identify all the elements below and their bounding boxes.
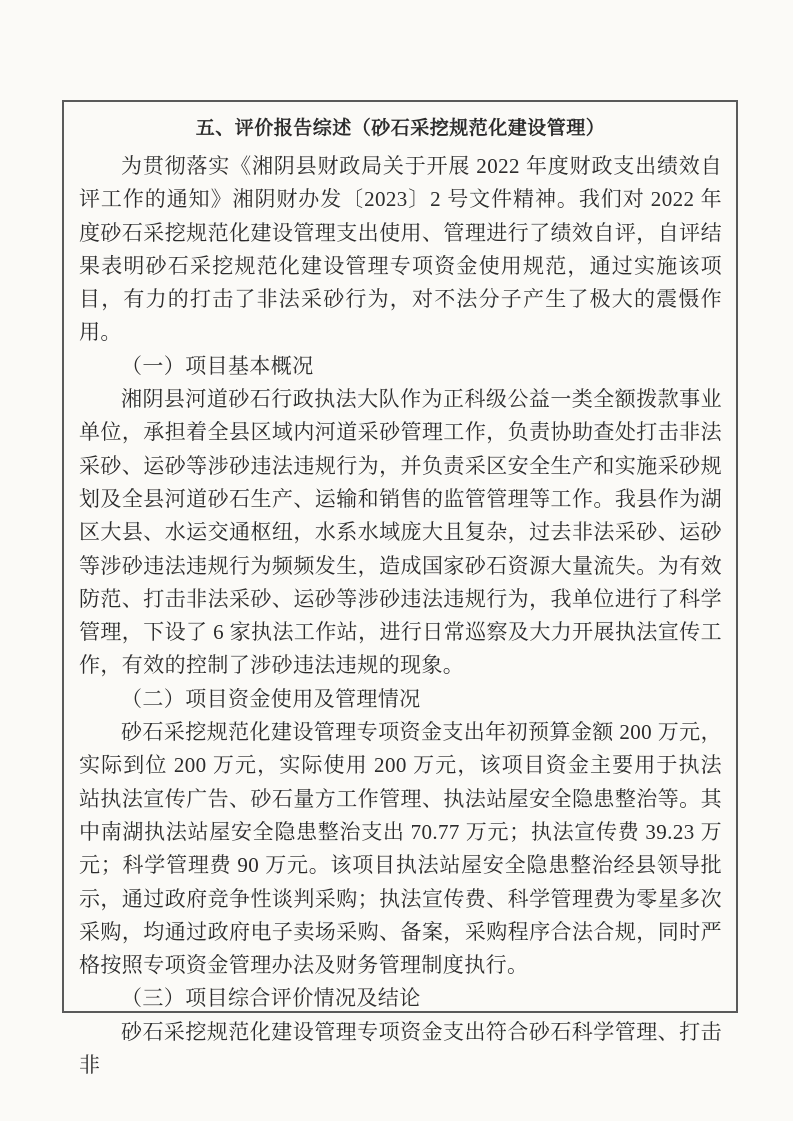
report-section-title: 五、评价报告综述（砂石采挖规范化建设管理） [195,118,606,139]
paragraph-report-intro: 为贯彻落实《湘阴县财政局关于开展 2022 年度财政支出绩效自评工作的通知》湘阴财办发〔2023〕2 号文件精神。我们对 2022 年度砂石采挖规范化建设管理支出使用、管理进行了绩效自评，自评结果表明砂石采挖规范化建设管理专项资金使用规范，通过实施该项目，有力的打击了非法采砂行为，对不法分子产生了极大的震慑作用。 [79,154,722,345]
heading-project-overview: （一）项目基本概况 [121,353,314,378]
paragraph-project-overview: 湘阴县河道砂石行政执法大队作为正科级公益一类全额拨款事业单位，承担着全县区域内河道采砂管理工作，负责协助查处打击非法采砂、运砂等涉砂违法违规行为，并负责采区安全生产和实施采砂规划及全县河道砂石生产、运输和销售的监管管理等工作。我县作为湖区大县、水运交通枢纽，水系水域庞大且复杂，过去非法采砂、运砂等涉砂违法违规行为频频发生，造成国家砂石资源大量流失。为有效防范、打击非法采砂、运砂等涉砂违法违规行为，我单位进行了科学管理，下设了 6 家执法工作站，进行日常巡察及大力开展执法宣传工作，有效的控制了涉砂违法违规的现象。 [79,387,722,678]
paragraph-funds-usage-management: 砂石采挖规范化建设管理专项资金支出年初预算金额 200 万元，实际到位 200 万元，实际使用 200 万元，该项目资金主要用于执法站执法宣传广告、砂石量方工作管理、执法站屋安全隐患整治等。其中南湖执法站屋安全隐患整治支出 70.77 万元；执法宣传费 39.23 万元；科学管理费 90 万元。该项目执法站屋安全隐患整治经县领导批示，通过政府竞争性谈判采购；执法宣传费、科学管理费为零星多次采购，均通过政府电子卖场采购、备案，采购程序合法合规，同时严格按照专项资金管理办法及财务管理制度执行。 [79,720,722,978]
paragraph-evaluation-conclusion: 砂石采挖规范化建设管理专项资金支出符合砂石科学管理、打击非 [79,1019,722,1078]
heading-funds-usage-management: （二）项目资金使用及管理情况 [121,686,421,711]
heading-evaluation-conclusion: （三）项目综合评价情况及结论 [121,986,421,1011]
document-border-frame [62,100,738,1078]
